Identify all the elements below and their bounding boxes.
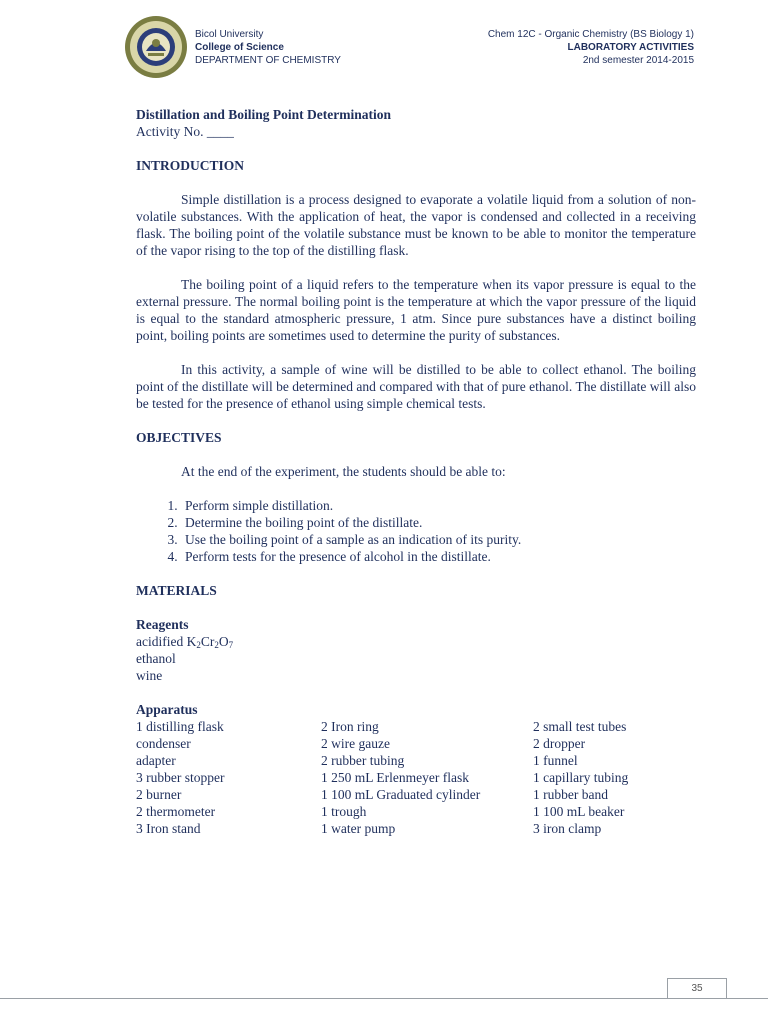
apparatus-item: 2 Iron ring <box>321 719 379 734</box>
materials-heading: MATERIALS <box>136 583 217 598</box>
reagents-heading: Reagents <box>136 617 189 632</box>
apparatus-item: 2 thermometer <box>136 804 216 819</box>
apparatus-item: 1 water pump <box>321 821 396 836</box>
objective-item: 3. Use the boiling point of a sample as an indication of its purity. <box>181 531 696 548</box>
apparatus-item: 1 trough <box>321 804 367 819</box>
department-name: DEPARTMENT OF CHEMISTRY <box>195 55 341 66</box>
apparatus-item: condenser <box>136 736 191 751</box>
apparatus-item: adapter <box>136 753 176 768</box>
apparatus-item: 1 capillary tubing <box>533 770 629 785</box>
objective-item: 2. Determine the boiling point of the distillate. <box>181 514 696 531</box>
objectives-list <box>136 497 696 565</box>
apparatus-item: 2 burner <box>136 787 182 802</box>
apparatus-item: 1 distilling flask <box>136 719 224 734</box>
apparatus-item: 2 dropper <box>533 736 586 751</box>
intro-paragraph-1: Simple distillation is a process designed to evaporate a volatile liquid from a solution of non-volatile substances. With the application of heat, the vapor is condensed and collected in a receiving flask. The boiling point of the volatile substance must be known to be able to monitor the temperature of the vapor rising to the top of the distilling flask. <box>136 192 696 258</box>
apparatus-item: 2 rubber tubing <box>321 753 405 768</box>
footer-rule <box>0 998 768 999</box>
apparatus-item: 1 rubber band <box>533 787 608 802</box>
activities-label: LABORATORY ACTIVITIES <box>567 42 694 53</box>
header-right <box>488 28 694 67</box>
objective-item: 1. Perform simple distillation. <box>181 497 696 514</box>
intro-paragraph-3: In this activity, a sample of wine will be distilled to be able to collect ethanol. The boiling point of the distillate will be determined and compared with that of pure ethanol. The distillate will also be tested for the presence of ethanol using simple chemical tests. <box>136 362 696 411</box>
apparatus-item: 2 wire gauze <box>321 736 390 751</box>
introduction-heading: INTRODUCTION <box>136 158 245 173</box>
apparatus-item: 1 100 mL Graduated cylinder <box>321 787 481 802</box>
college-name: College of Science <box>195 42 284 53</box>
objective-item: 4. Perform tests for the presence of alcohol in the distillate. <box>181 548 696 565</box>
activity-number: Activity No. ____ <box>136 124 234 139</box>
apparatus-item: 1 250 mL Erlenmeyer flask <box>321 770 469 785</box>
main-content <box>136 106 696 837</box>
apparatus-heading: Apparatus <box>136 702 198 717</box>
apparatus-item: 1 100 mL beaker <box>533 804 625 819</box>
university-name: Bicol University <box>195 29 264 40</box>
document-title: Distillation and Boiling Point Determination <box>136 107 392 122</box>
page-number: 35 <box>667 978 727 999</box>
objectives-heading: OBJECTIVES <box>136 430 222 445</box>
reagent-item: acidified $K_2Cr_2O_7$ <box>136 634 234 650</box>
course-name: Chem 12C - Organic Chemistry (BS Biology 1) <box>487 29 694 40</box>
apparatus-item: 3 iron clamp <box>533 821 602 836</box>
apparatus-item: 1 funnel <box>533 753 578 768</box>
header-left <box>195 28 341 67</box>
university-seal-logo <box>124 15 188 79</box>
reagent-item: ethanol <box>136 651 176 666</box>
apparatus-table <box>136 718 696 837</box>
intro-paragraph-2: The boiling point of a liquid refers to the temperature when its vapor pressure is equal to the external pressure. The normal boiling point is the temperature at which the vapor pressure of the liquid is equal to the standard atmospheric pressure, 1 atm. Since pure substances have a distinct boiling point, boiling points are sometimes used to determine the purity of substances. <box>136 277 696 343</box>
apparatus-item: 3 Iron stand <box>136 821 201 836</box>
apparatus-item: 2 small test tubes <box>533 719 627 734</box>
reagent-item: wine <box>136 668 163 683</box>
semester-label: 2nd semester 2014-2015 <box>582 55 694 66</box>
apparatus-item: 3 rubber stopper <box>136 770 225 785</box>
objectives-lead: At the end of the experiment, the students should be able to: <box>181 464 506 479</box>
